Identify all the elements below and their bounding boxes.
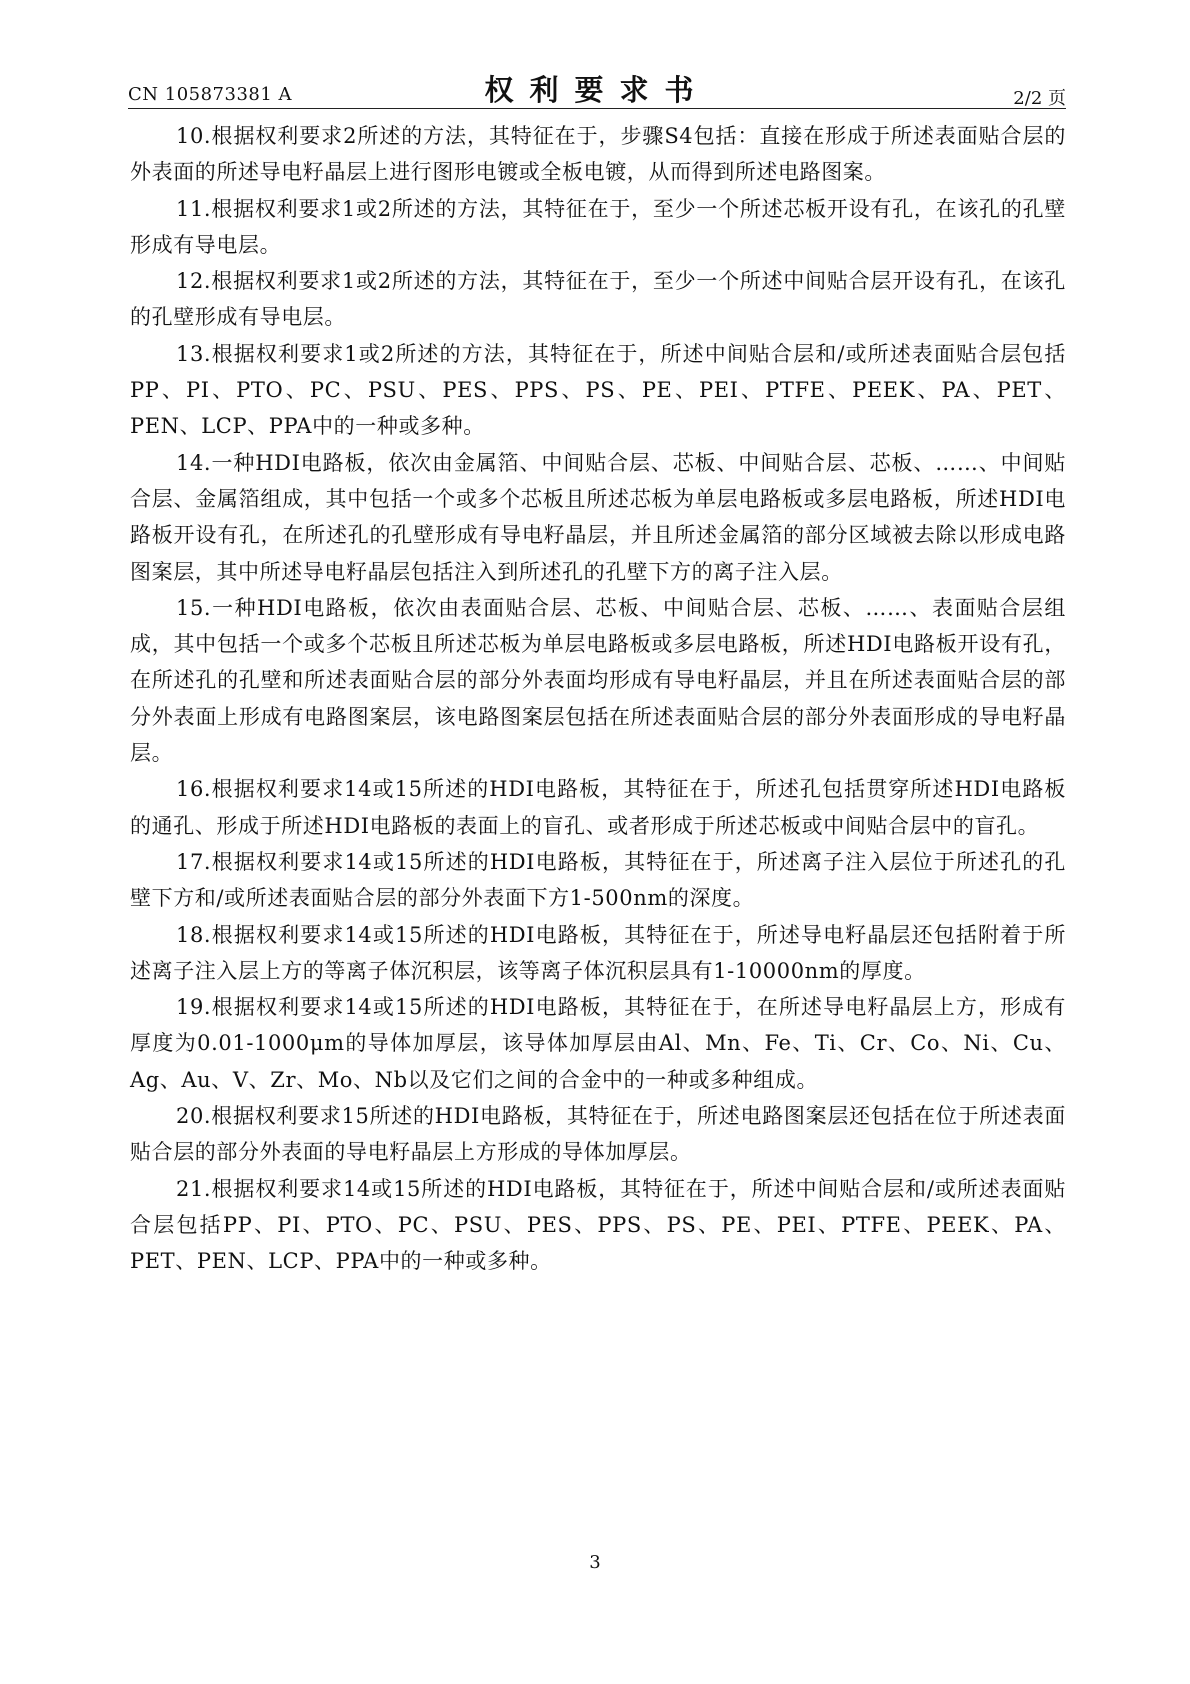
page-indicator: 2/2 页 [1013,88,1066,109]
claim-20: 20.根据权利要求15所述的HDI电路板，其特征在于，所述电路图案层还包括在位于所述表面贴合层的部分外表面的导电籽晶层上方形成的导体加厚层。 [130,1104,1066,1165]
claim-13: 13.根据权利要求1或2所述的方法，其特征在于，所述中间贴合层和/或所述表面贴合层包括PP、PI、PTO、PC、PSU、PES、PPS、PS、PE、PEI、PTFE、PEEK、PA、PET、PEN、LCP、PPA中的一种或多种。 [130,341,1066,439]
document-title: 权利要求书 [484,73,710,107]
claim-19: 19.根据权利要求14或15所述的HDI电路板，其特征在于，在所述导电籽晶层上方，形成有厚度为0.01-1000μm的导体加厚层，该导体加厚层由Al、Mn、Fe、Ti、Cr、Co、Ni、Cu、Ag、Au、V、Zr、Mo、Nb以及它们之间的合金中的一种或多种组成。 [130,995,1066,1092]
claim-17: 17.根据权利要求14或15所述的HDI电路板，其特征在于，所述离子注入层位于所述孔的孔壁下方和/或所述表面贴合层的部分外表面下方1-500nm的深度。 [130,849,1066,911]
claims-list [130,118,1066,1280]
claim-11: 11.根据权利要求1或2所述的方法，其特征在于，至少一个所述芯板开设有孔，在该孔的孔壁形成有导电层。 [130,196,1066,257]
claim-12: 12.根据权利要求1或2所述的方法，其特征在于，至少一个所述中间贴合层开设有孔，在该孔的孔壁形成有导电层。 [130,269,1066,330]
claim-14: 14.一种HDI电路板，依次由金属箔、中间贴合层、芯板、中间贴合层、芯板、……、中间贴合层、金属箔组成，其中包括一个或多个芯板且所述芯板为单层电路板或多层电路板，所述HDI电路板开设有孔，在所述孔的孔壁形成有导电籽晶层，并且所述金属箔的部分区域被去除以形成电路图案层，其中所述导电籽晶层包括注入到所述孔的孔壁下方的离子注入层。 [130,450,1066,584]
claim-16: 16.根据权利要求14或15所述的HDI电路板，其特征在于，所述孔包括贯穿所述HDI电路板的通孔、形成于所述HDI电路板的表面上的盲孔、或者形成于所述芯板或中间贴合层中的盲孔。 [130,777,1066,838]
claim-21: 21.根据权利要求14或15所述的HDI电路板，其特征在于，所述中间贴合层和/或所述表面贴合层包括PP、PI、PTO、PC、PSU、PES、PPS、PS、PE、PEI、PTFE、PEEK、PA、PET、PEN、LCP、PPA中的一种或多种。 [130,1176,1066,1274]
page-number: 3 [589,1552,601,1573]
claim-18: 18.根据权利要求14或15所述的HDI电路板，其特征在于，所述导电籽晶层还包括附着于所述离子注入层上方的等离子体沉积层，该等离子体沉积层具有1-10000nm的厚度。 [130,922,1066,983]
page-header [128,66,1066,109]
patent-number: CN 105873381 A [128,84,293,105]
claim-15: 15.一种HDI电路板，依次由表面贴合层、芯板、中间贴合层、芯板、……、表面贴合层组成，其中包括一个或多个芯板且所述芯板为单层电路板或多层电路板，所述HDI电路板开设有孔，在所述孔的孔壁和所述表面贴合层的部分外表面均形成有导电籽晶层，并且在所述表面贴合层的部分外表面上形成有电路图案层，该电路图案层包括在所述表面贴合层的部分外表面形成的导电籽晶层。 [130,595,1066,766]
claim-10: 10.根据权利要求2所述的方法，其特征在于，步骤S4包括：直接在形成于所述表面贴合层的外表面的所述导电籽晶层上进行图形电镀或全板电镀，从而得到所述电路图案。 [130,124,1066,185]
header-divider [128,108,1066,109]
